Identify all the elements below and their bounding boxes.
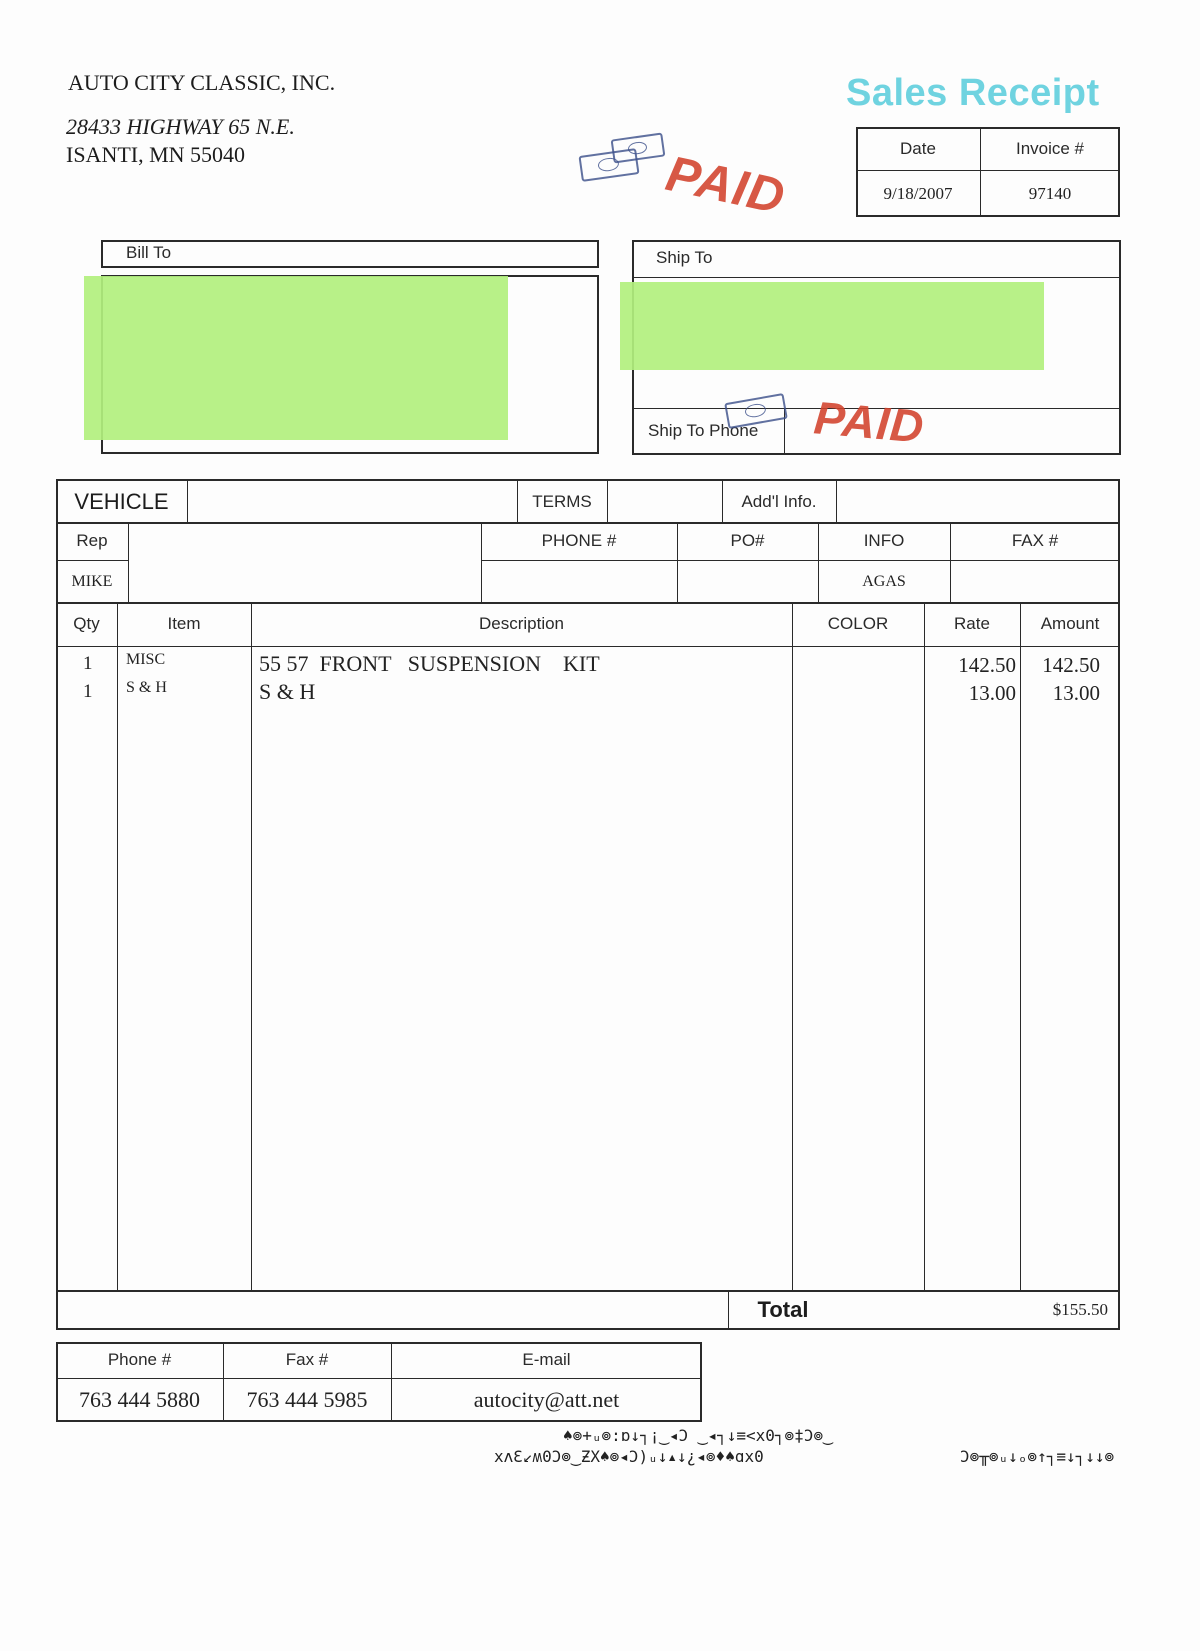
ship-to-label: Ship To: [656, 248, 713, 267]
ship-to-phone-label: Ship To Phone: [648, 421, 759, 440]
paid-stamp: PAID: [661, 145, 791, 225]
col-header-description: Description: [478, 614, 565, 633]
terms-label: TERMS: [532, 491, 592, 511]
total-row: [56, 1290, 1120, 1330]
document-title: Sales Receipt: [846, 72, 1100, 114]
print-artifact-line: xʌƐ↙ʍ0Ɔ⊚‿ƵX♠⊚◂Ɔ)ᵤ↓▴↓¿◂⊚♦♠ɑx0: [494, 1447, 764, 1466]
row-description: 55 57 FRONT SUSPENSION KIT: [259, 651, 600, 676]
phone-label: PHONE #: [541, 531, 617, 550]
info-label: INFO: [863, 531, 905, 550]
date-label: Date: [900, 138, 936, 158]
rep-label: Rep: [76, 531, 108, 550]
paid-stamp: PAID: [811, 391, 927, 453]
bill-to-header: [101, 240, 599, 268]
date-value: 9/18/2007: [883, 183, 953, 203]
row-rate: 13.00: [968, 681, 1016, 705]
contact-fax-label: Fax #: [285, 1350, 329, 1369]
vehicle-label: VEHICLE: [74, 488, 169, 514]
col-header-color: COLOR: [827, 614, 889, 633]
row-item: MISC: [126, 651, 166, 668]
total-value: $155.50: [1052, 1300, 1108, 1319]
col-header-qty: Qty: [73, 614, 100, 633]
row-qty: 1: [83, 653, 93, 674]
info-value: AGAS: [862, 573, 906, 590]
contact-email-value: autocity@att.net: [473, 1387, 620, 1412]
fax-label: FAX #: [1011, 531, 1059, 550]
contact-email-label: E-mail: [522, 1350, 571, 1369]
invoice-value: 97140: [1028, 183, 1072, 203]
po-label: PO#: [730, 531, 765, 550]
redaction-mark: [620, 282, 1044, 370]
row-description: S & H: [259, 679, 316, 704]
invoice-label: Invoice #: [1015, 138, 1085, 158]
row-item: S & H: [126, 679, 167, 696]
rep-value: MIKE: [71, 573, 113, 590]
col-header-rate: Rate: [954, 614, 990, 633]
cash-icon: [611, 132, 666, 163]
company-address-line2: ISANTI, MN 55040: [66, 142, 246, 167]
contact-fax-value: 763 444 5985: [246, 1387, 368, 1412]
col-header-amount: Amount: [1040, 614, 1100, 633]
contact-phone-label: Phone #: [107, 1350, 172, 1369]
print-artifact-line: ♠⊚+ᵤ⊚:ɒ↓┐¡‿◂Ɔ ‿◂┐↓≡<x0┐⊚‡Ɔ⊚‿: [563, 1426, 833, 1445]
addl-info-label: Add'l Info.: [741, 491, 817, 511]
row-qty: 1: [83, 681, 93, 702]
redaction-mark: [84, 276, 508, 440]
row-amount: 142.50: [1042, 653, 1100, 677]
col-header-item: Item: [167, 614, 201, 633]
row-amount: 13.00: [1052, 681, 1100, 705]
company-name: AUTO CITY CLASSIC, INC.: [68, 70, 336, 95]
contact-phone-value: 763 444 5880: [79, 1387, 200, 1412]
bill-to-label: Bill To: [126, 243, 172, 262]
row-rate: 142.50: [958, 653, 1016, 677]
company-address-line1: 28433 HIGHWAY 65 N.E.: [66, 114, 295, 139]
print-artifact-line: Ɔ⊚╥⊚ᵤ↓ₒ⊚↑┐≡↓┐↓↓⊚: [960, 1447, 1115, 1466]
total-label: Total: [757, 1297, 809, 1322]
